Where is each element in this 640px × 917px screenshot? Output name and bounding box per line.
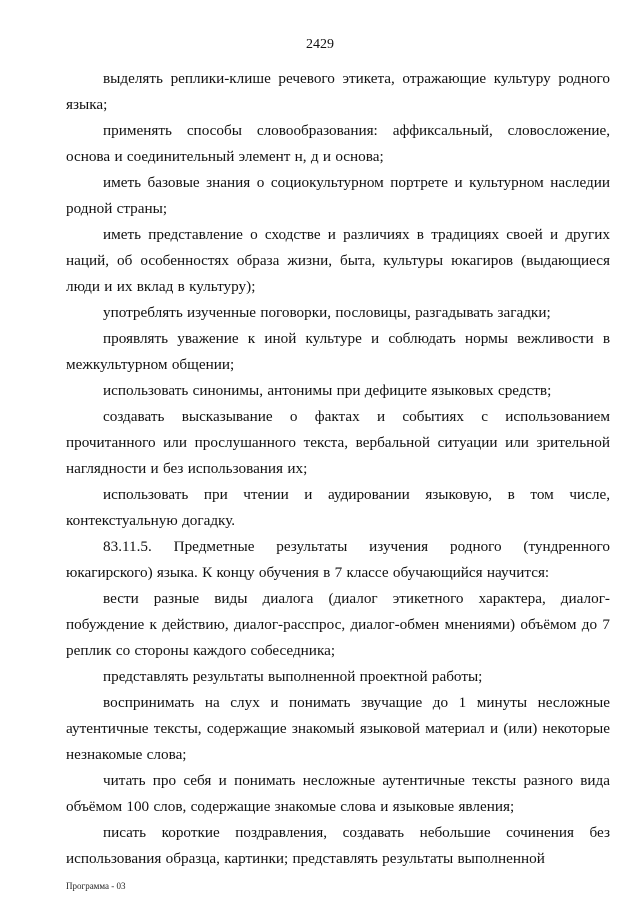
paragraph: использовать при чтении и аудировании языковую, в том числе, контекстуальную догадку.	[66, 486, 610, 529]
body-text	[66, 66, 610, 872]
paragraph: читать про себя и понимать несложные аутентичные тексты разного вида объёмом 100 слов, содержащие знакомые слова и языковые явления;	[66, 772, 610, 815]
section-heading-paragraph: 83.11.5. Предметные результаты изучения родного (тундренного юкагирского) языка. К концу обучения в 7 классе обучающийся научится:	[66, 538, 610, 581]
paragraph: вести разные виды диалога (диалог этикетного характера, диалог-побуждение к действию, диалог-расспрос, диалог-обмен мнениями) объёмом до 7 реплик со стороны каждого собеседника;	[66, 590, 610, 659]
paragraph: проявлять уважение к иной культуре и соблюдать нормы вежливости в межкультурном общении;	[66, 330, 610, 373]
paragraph: иметь базовые знания о социокультурном портрете и культурном наследии родной страны;	[66, 174, 610, 217]
paragraph: выделять реплики-клише речевого этикета, отражающие культуру родного языка;	[66, 70, 610, 113]
paragraph: применять способы словообразования: аффиксальный, словосложение, основа и соединительный элемент н, д и основа;	[66, 122, 610, 165]
page-number: 2429	[306, 37, 334, 52]
paragraph: иметь представление о сходстве и различиях в традициях своей и других наций, об особенностях образа жизни, быта, культуры юкагиров (выдающиеся люди и их вклад в культуру);	[66, 226, 610, 295]
paragraph: воспринимать на слух и понимать звучащие до 1 минуты несложные аутентичные тексты, содержащие знакомый языковой материал и (или) некоторые незнакомые слова;	[66, 694, 610, 763]
paragraph: использовать синонимы, антонимы при дефиците языковых средств;	[103, 382, 552, 399]
footer-label: Программа - 03	[66, 881, 126, 891]
paragraph: представлять результаты выполненной проектной работы;	[103, 668, 483, 685]
paragraph: употреблять изученные поговорки, пословицы, разгадывать загадки;	[103, 304, 551, 321]
paragraph: создавать высказывание о фактах и событиях с использованием прочитанного или прослушанного текста, вербальной ситуации или зрительной наглядности и без использования их;	[66, 408, 610, 477]
paragraph: писать короткие поздравления, создавать небольшие сочинения без использования образца, картинки; представлять результаты выполненной	[66, 824, 610, 867]
